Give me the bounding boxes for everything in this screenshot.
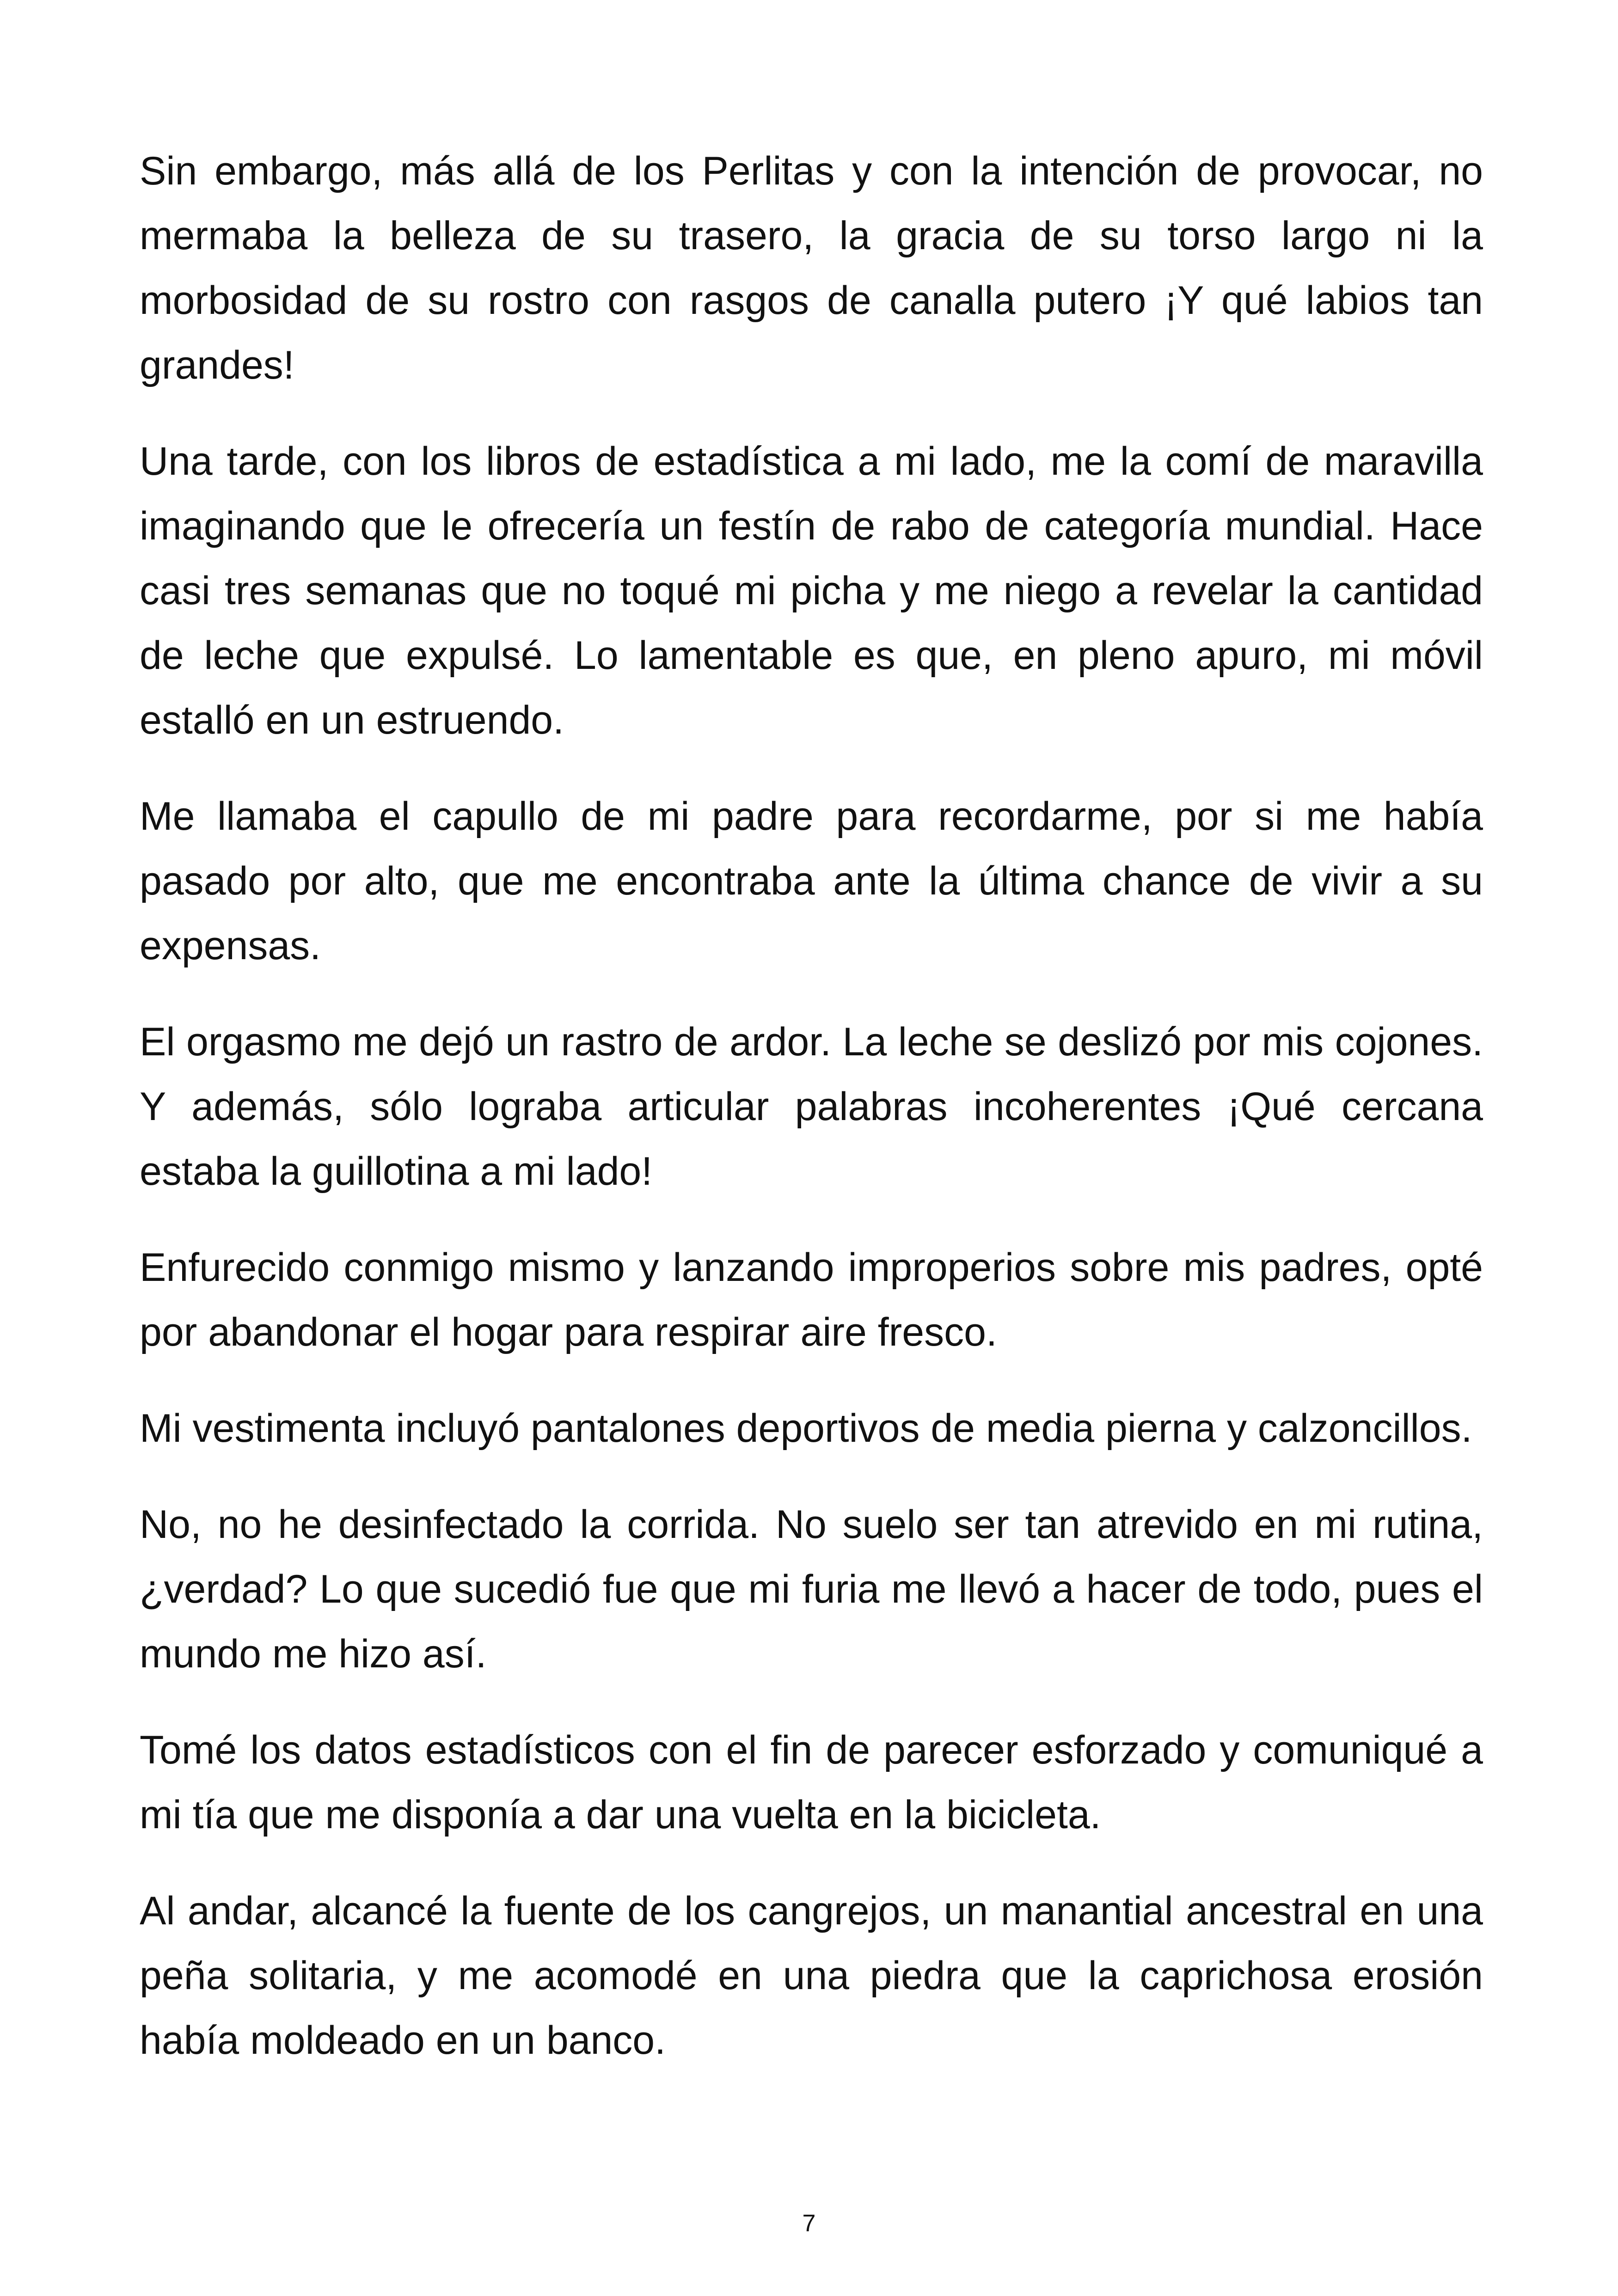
page-number: 7 (802, 2210, 816, 2237)
paragraph-2: Una tarde, con los libros de estadística a mi lado, me la comí de maravilla imaginando que le ofrecería un festín de rabo de categoría mundial. Hace casi tres semanas que no toqué mi picha y me niego a revelar la cantidad de leche que expulsé. Lo lamentable es que, en pleno apuro, mi móvil estalló en un estruendo. (140, 439, 1483, 742)
body-text (140, 139, 1483, 2104)
paragraph-3: Me llamaba el capullo de mi padre para recordarme, por si me había pasado por alto, que me encontraba ante la última chance de vivir a su expensas. (140, 794, 1483, 968)
paragraph-5: Enfurecido conmigo mismo y lanzando improperios sobre mis padres, opté por abandonar el hogar para respirar aire fresco. (140, 1245, 1483, 1354)
paragraph-8: Tomé los datos estadísticos con el fin de parecer esforzado y comuniqué a mi tía que me disponía a dar una vuelta en la bicicleta. (140, 1728, 1483, 1837)
paragraph-6: Mi vestimenta incluyó pantalones deportivos de media pierna y calzoncillos. (140, 1406, 1472, 1451)
paragraph-7: No, no he desinfectado la corrida. No suelo ser tan atrevido en mi rutina, ¿verdad? Lo que sucedió fue que mi furia me llevó a hacer de todo, pues el mundo me hizo así. (140, 1502, 1483, 1676)
paragraph-9: Al andar, alcancé la fuente de los cangrejos, un manantial ancestral en una peña solitaria, y me acomodé en una piedra que la caprichosa erosión había moldeado en un banco. (140, 1889, 1483, 2063)
paragraph-1: Sin embargo, más allá de los Perlitas y con la intención de provocar, no mermaba la belleza de su trasero, la gracia de su torso largo ni la morbosidad de su rostro con rasgos de canalla putero ¡Y qué labios tan grandes! (140, 149, 1483, 387)
paragraph-4: El orgasmo me dejó un rastro de ardor. La leche se deslizó por mis cojones. Y además, sólo lograba articular palabras incoherentes ¡Qué cercana estaba la guillotina a mi lado! (140, 1020, 1483, 1194)
